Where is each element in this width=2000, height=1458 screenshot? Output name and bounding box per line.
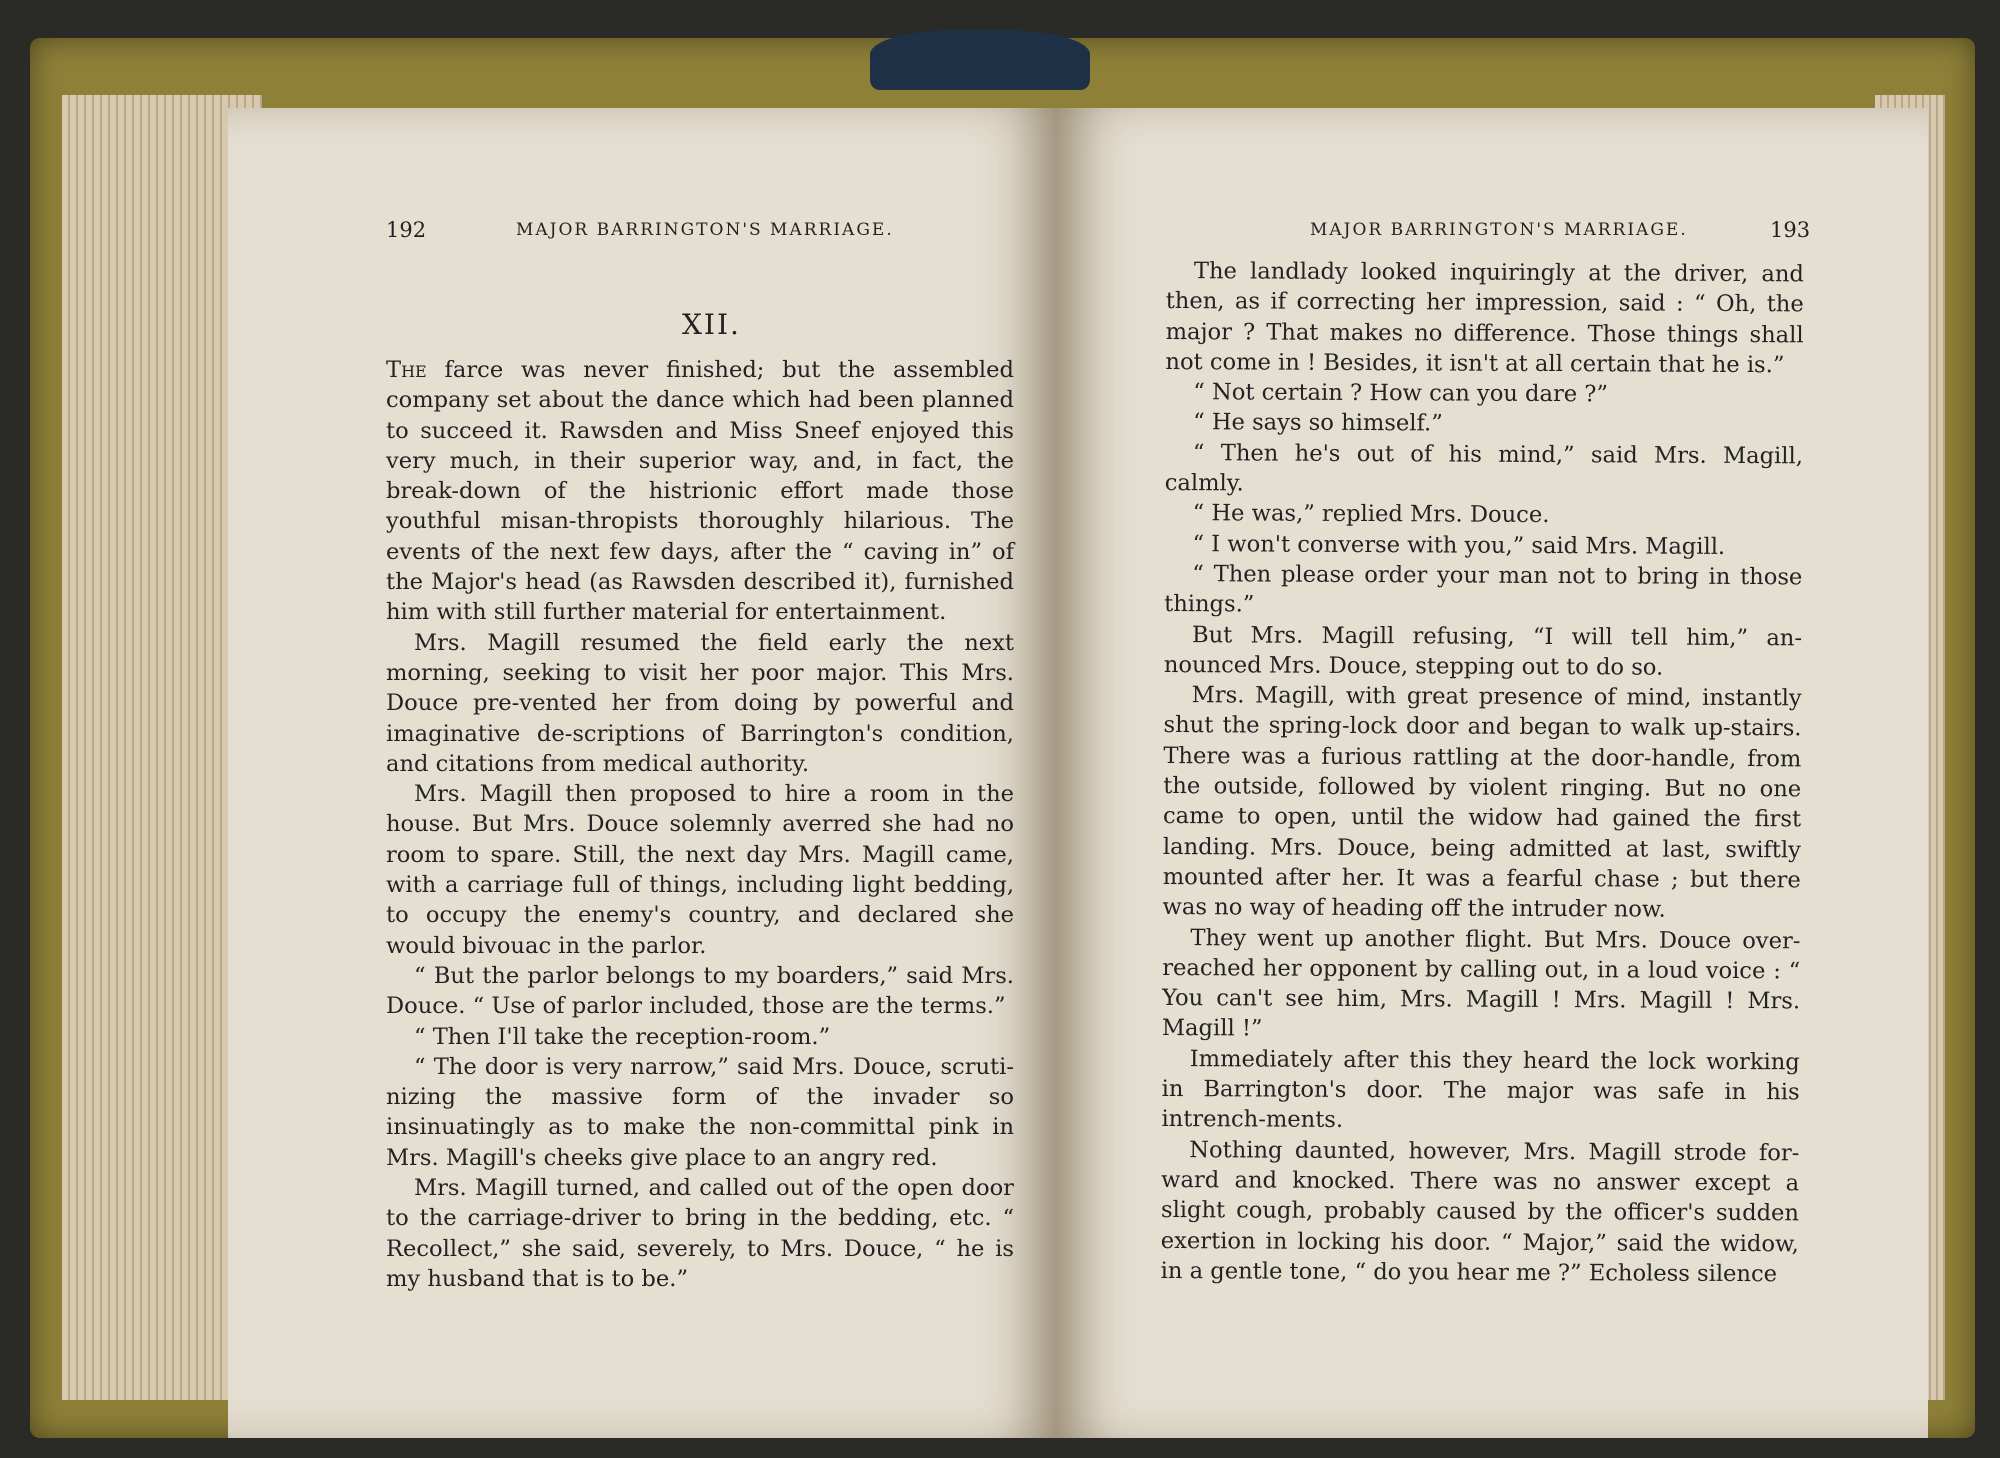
drop-word: The xyxy=(386,357,427,383)
paragraph: But Mrs. Magill refusing, “I will tell him,” an-nounced Mrs. Douce, stepping out to do so. xyxy=(1163,621,1803,681)
page-number: 193 xyxy=(1770,218,1811,242)
paragraph: Nothing daunted, however, Mrs. Magill strode for-ward and knocked. There was no answer except a slight cough, probably caused by the officer's sudden exertion in locking his door. “ Major,” said the widow, in a gentle tone, “ do you hear me ?” Echoless silence xyxy=(1160,1136,1800,1288)
paragraph: “ But the parlor belongs to my boarders,” said Mrs. Douce. “ Use of parlor included, those are the terms.” xyxy=(386,962,1014,1020)
paragraph: Mrs. Magill turned, and called out of the open door to the carriage-driver to bring in the bedding, etc. “ Recollect,” she said, severely, to Mrs. Douce, “ he is my husband that is to be.” xyxy=(386,1175,1014,1292)
paragraph: Immediately after this they heard the lock working in Barrington's door. The major was safe in his intrench-ments. xyxy=(1161,1045,1800,1134)
paragraph: They went up another flight. But Mrs. Douce over-reached her opponent by calling out, in a loud voice : “ You can't see him, Mrs. Magill ! Mrs. Magill ! Mrs. Magill !” xyxy=(1161,924,1801,1042)
paragraph: “ He says so himself.” xyxy=(1193,409,1443,437)
book-spine xyxy=(870,30,1090,90)
chapter-heading: XII. xyxy=(682,308,741,341)
paragraph: Mrs. Magill, with great presence of mind, instantly shut the spring-lock door and began to walk up-stairs. There was a furious rattling at the door-handle, from the outside, followed by violent ringing. But no one came to open, until the widow had gained the first landing. Mrs. Douce, being admitted at last, swiftly mounted after her. It was a fearful chase ; but there was no way of heading off the intruder now. xyxy=(1162,682,1802,923)
paragraph: “ Then he's out of his mind,” said Mrs. Magill, calmly. xyxy=(1164,439,1804,497)
paragraph: “ Not certain ? How can you dare ?” xyxy=(1193,379,1609,408)
page-number: 192 xyxy=(386,218,427,242)
running-head: MAJOR BARRINGTON'S MARRIAGE. xyxy=(1310,220,1688,240)
paragraph: The landlady looked inquiringly at the driver, and then, as if correcting her impression, said : “ Oh, the major ? That makes no difference. Those things shall not come in ! Besides, it isn't at all certain that he is.” xyxy=(1165,258,1804,379)
left-page xyxy=(228,108,1056,1438)
paragraph: “ I won't converse with you,” said Mrs. Magill. xyxy=(1192,530,1726,560)
left-text-column xyxy=(386,355,1014,1294)
paragraph: The farce was never finished; but the assembled company set about the dance which had been planned to succeed it. Rawsden and Miss Sneef enjoyed this very much, in their superior way, and, in fact, the break-down of the histrionic effort made those youthful misan-thropists thoroughly hilarious. The events of the next few days, after the “ caving in” of the Major's head (as Rawsden described it), furnished him with still further material for entertainment. xyxy=(386,357,1014,626)
paragraph: Mrs. Magill resumed the field early the next morning, seeking to visit her poor major. This Mrs. Douce pre-vented her from doing by powerful and imaginative de-scriptions of Barrington's condition, and citations from medical authority. xyxy=(386,629,1014,777)
paragraph: Mrs. Magill then proposed to hire a room in the house. But Mrs. Douce solemnly averred she had no room to spare. Still, the next day Mrs. Magill came, with a carriage full of things, including light bedding, to occupy the enemy's country, and declared she would bivouac in the parlor. xyxy=(386,781,1014,959)
right-page xyxy=(1056,108,1928,1438)
paragraph: “ Then please order your man not to bring in those things.” xyxy=(1164,561,1803,618)
paragraph: “ He was,” replied Mrs. Douce. xyxy=(1192,500,1550,529)
right-text-column xyxy=(1161,256,1804,1289)
paragraph: “ Then I'll take the reception-room.” xyxy=(414,1023,831,1050)
paragraph: “ The door is very narrow,” said Mrs. Douce, scruti-nizing the massive form of the invader so insinuatingly as to make the non-committal pink in Mrs. Magill's cheeks give place to an angry red. xyxy=(386,1053,1014,1171)
running-head: MAJOR BARRINGTON'S MARRIAGE. xyxy=(516,220,894,240)
